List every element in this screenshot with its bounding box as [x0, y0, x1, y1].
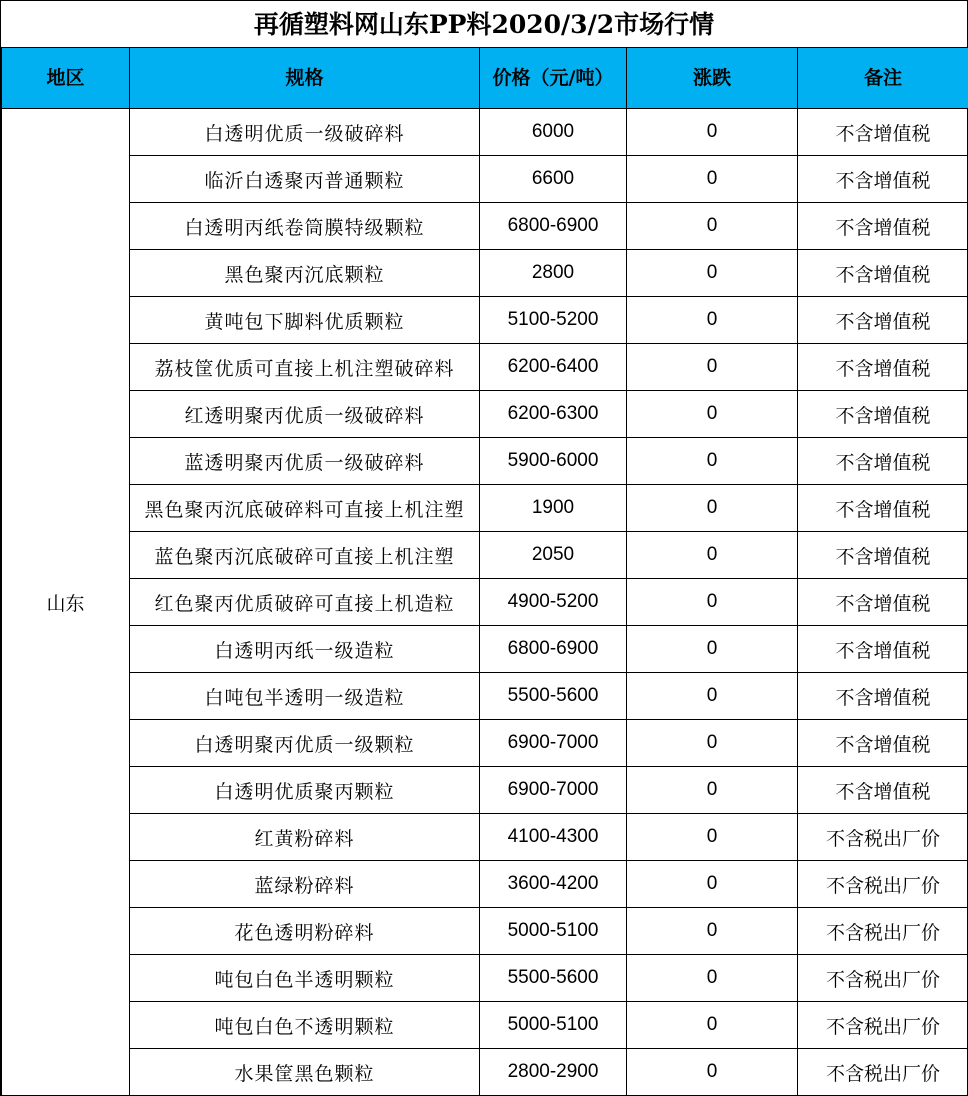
header-region: 地区	[2, 48, 130, 109]
spec-cell: 黑色聚丙沉底颗粒	[130, 250, 480, 297]
note-cell: 不含税出厂价	[798, 955, 968, 1002]
spec-cell: 红黄粉碎料	[130, 814, 480, 861]
note-cell: 不含增值税	[798, 720, 968, 767]
change-cell: 0	[627, 297, 798, 344]
table-row	[2, 438, 968, 485]
note-cell: 不含增值税	[798, 391, 968, 438]
change-cell: 0	[627, 203, 798, 250]
change-cell: 0	[627, 626, 798, 673]
header-note: 备注	[798, 48, 968, 109]
header-spec: 规格	[130, 48, 480, 109]
spec-cell: 白透明优质聚丙颗粒	[130, 767, 480, 814]
note-cell: 不含增值税	[798, 109, 968, 156]
table-row	[2, 156, 968, 203]
note-cell: 不含增值税	[798, 626, 968, 673]
price-cell: 6900-7000	[480, 767, 627, 814]
table-row	[2, 532, 968, 579]
price-cell: 6900-7000	[480, 720, 627, 767]
table-row	[2, 673, 968, 720]
change-cell: 0	[627, 579, 798, 626]
note-cell: 不含税出厂价	[798, 814, 968, 861]
price-cell: 5100-5200	[480, 297, 627, 344]
change-cell: 0	[627, 861, 798, 908]
spec-cell: 临沂白透聚丙普通颗粒	[130, 156, 480, 203]
note-cell: 不含税出厂价	[798, 908, 968, 955]
price-cell: 1900	[480, 485, 627, 532]
table-row	[2, 955, 968, 1002]
change-cell: 0	[627, 344, 798, 391]
note-cell: 不含增值税	[798, 532, 968, 579]
note-cell: 不含增值税	[798, 438, 968, 485]
table-body	[2, 109, 968, 1096]
change-cell: 0	[627, 1049, 798, 1096]
note-cell: 不含税出厂价	[798, 1049, 968, 1096]
spec-cell: 蓝绿粉碎料	[130, 861, 480, 908]
table-row	[2, 297, 968, 344]
note-cell: 不含增值税	[798, 250, 968, 297]
price-cell: 5000-5100	[480, 1002, 627, 1049]
price-cell: 6200-6300	[480, 391, 627, 438]
price-cell: 5000-5100	[480, 908, 627, 955]
change-cell: 0	[627, 814, 798, 861]
change-cell: 0	[627, 250, 798, 297]
table-row	[2, 203, 968, 250]
header-row	[2, 48, 968, 109]
price-cell: 6200-6400	[480, 344, 627, 391]
note-cell: 不含增值税	[798, 579, 968, 626]
table-row	[2, 109, 968, 156]
spec-cell: 蓝色聚丙沉底破碎可直接上机注塑	[130, 532, 480, 579]
spec-cell: 黑色聚丙沉底破碎料可直接上机注塑	[130, 485, 480, 532]
spec-cell: 荔枝筐优质可直接上机注塑破碎料	[130, 344, 480, 391]
sheet-title: 再循塑料网山东PP料2020/3/2市场行情	[1, 0, 967, 47]
note-cell: 不含增值税	[798, 485, 968, 532]
spec-cell: 白透明丙纸卷筒膜特级颗粒	[130, 203, 480, 250]
header-price: 价格（元/吨）	[480, 48, 627, 109]
table-row	[2, 250, 968, 297]
header-change: 涨跌	[627, 48, 798, 109]
change-cell: 0	[627, 391, 798, 438]
table-row	[2, 1049, 968, 1096]
price-cell: 5900-6000	[480, 438, 627, 485]
spec-cell: 水果筐黑色颗粒	[130, 1049, 480, 1096]
change-cell: 0	[627, 156, 798, 203]
price-cell: 6000	[480, 109, 627, 156]
price-cell: 5500-5600	[480, 955, 627, 1002]
note-cell: 不含税出厂价	[798, 861, 968, 908]
spec-cell: 黄吨包下脚料优质颗粒	[130, 297, 480, 344]
price-cell: 2800	[480, 250, 627, 297]
change-cell: 0	[627, 109, 798, 156]
note-cell: 不含增值税	[798, 297, 968, 344]
spec-cell: 白透明丙纸一级造粒	[130, 626, 480, 673]
table-row	[2, 391, 968, 438]
price-cell: 4900-5200	[480, 579, 627, 626]
change-cell: 0	[627, 955, 798, 1002]
spec-cell: 吨包白色半透明颗粒	[130, 955, 480, 1002]
table-row	[2, 767, 968, 814]
note-cell: 不含增值税	[798, 673, 968, 720]
change-cell: 0	[627, 673, 798, 720]
change-cell: 0	[627, 1002, 798, 1049]
spec-cell: 吨包白色不透明颗粒	[130, 1002, 480, 1049]
note-cell: 不含增值税	[798, 767, 968, 814]
table-row	[2, 908, 968, 955]
spec-cell: 白透明聚丙优质一级颗粒	[130, 720, 480, 767]
price-cell: 2800-2900	[480, 1049, 627, 1096]
price-cell: 6800-6900	[480, 203, 627, 250]
price-cell: 3600-4200	[480, 861, 627, 908]
table-row	[2, 720, 968, 767]
price-cell: 5500-5600	[480, 673, 627, 720]
table-row	[2, 861, 968, 908]
change-cell: 0	[627, 485, 798, 532]
region-cell: 山东	[2, 109, 130, 1096]
price-table	[1, 47, 968, 1096]
note-cell: 不含增值税	[798, 344, 968, 391]
price-cell: 2050	[480, 532, 627, 579]
change-cell: 0	[627, 438, 798, 485]
note-cell: 不含增值税	[798, 203, 968, 250]
change-cell: 0	[627, 720, 798, 767]
change-cell: 0	[627, 767, 798, 814]
table-row	[2, 814, 968, 861]
change-cell: 0	[627, 532, 798, 579]
change-cell: 0	[627, 908, 798, 955]
note-cell: 不含税出厂价	[798, 1002, 968, 1049]
table-row	[2, 626, 968, 673]
table-row	[2, 344, 968, 391]
spec-cell: 白透明优质一级破碎料	[130, 109, 480, 156]
table-row	[2, 579, 968, 626]
table-row	[2, 1002, 968, 1049]
price-cell: 6800-6900	[480, 626, 627, 673]
table-row	[2, 485, 968, 532]
note-cell: 不含增值税	[798, 156, 968, 203]
spec-cell: 蓝透明聚丙优质一级破碎料	[130, 438, 480, 485]
spec-cell: 花色透明粉碎料	[130, 908, 480, 955]
price-cell: 4100-4300	[480, 814, 627, 861]
spec-cell: 白吨包半透明一级造粒	[130, 673, 480, 720]
spec-cell: 红色聚丙优质破碎可直接上机造粒	[130, 579, 480, 626]
spec-cell: 红透明聚丙优质一级破碎料	[130, 391, 480, 438]
price-cell: 6600	[480, 156, 627, 203]
